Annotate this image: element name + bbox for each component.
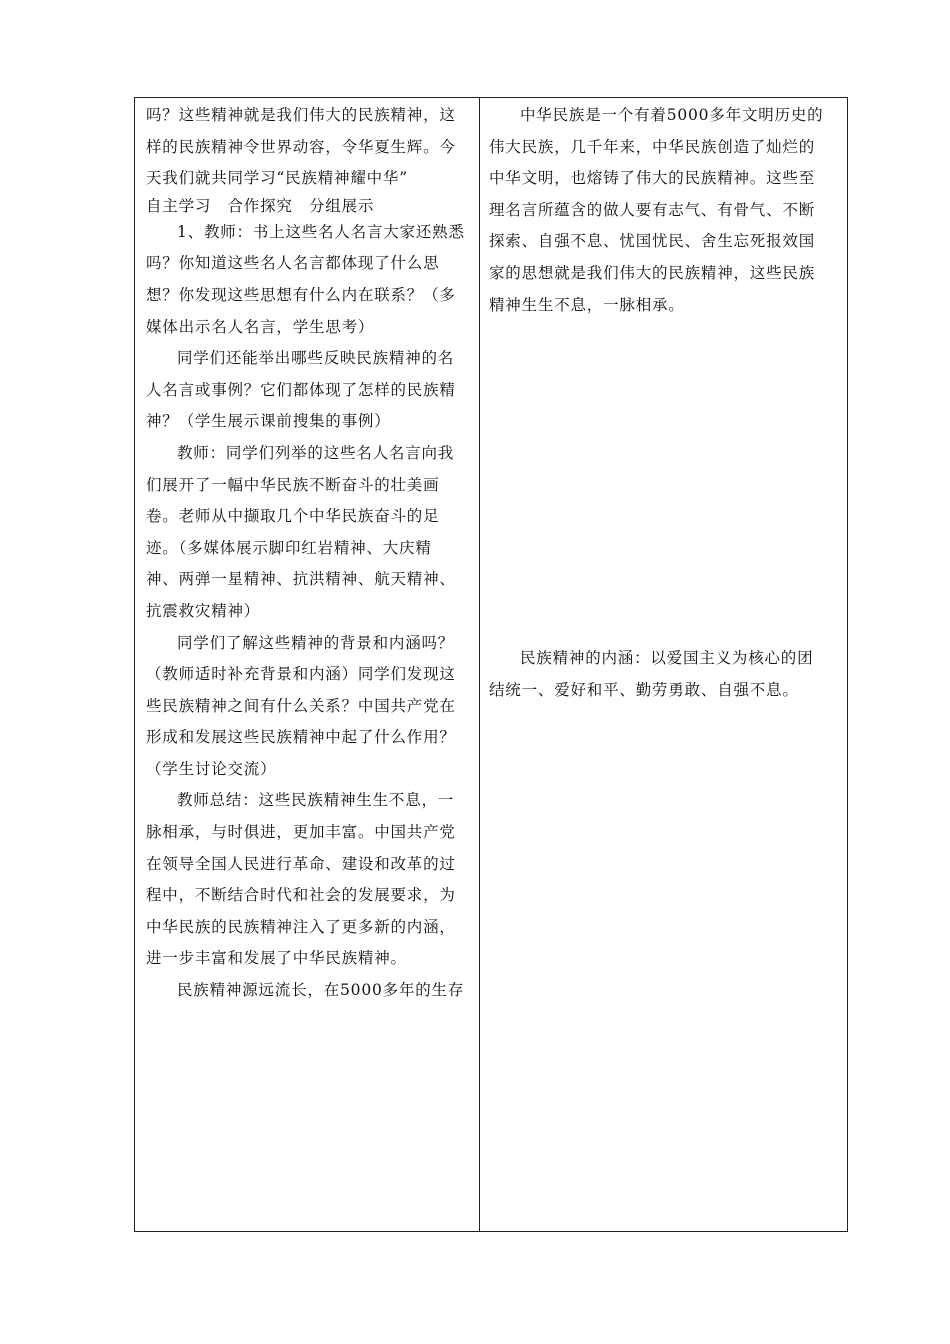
design-intent-paragraph-1 — [489, 100, 841, 321]
text-line: 些民族精神之间有什么关系？中国共产党在 — [146, 696, 456, 715]
text-line: 想？你发现这些思想有什么内在联系？（多 — [146, 285, 456, 304]
text-line: 教师总结：这些民族精神生生不息，一 — [177, 791, 455, 810]
text-line: 脉相承，与时俱进，更加丰富。中国共产党 — [146, 823, 456, 842]
text-line: 程中，不断结合时代和社会的发展要求，为 — [146, 886, 456, 905]
column-divider — [479, 98, 480, 1231]
text-line: 们展开了一幅中华民族不断奋斗的壮美画 — [146, 475, 440, 494]
text-line: 伟大民族，几千年来，中华民族创造了灿烂的 — [489, 137, 816, 156]
text-line: 进一步丰富和发展了中华民族精神。 — [146, 949, 407, 968]
text-line: 样的民族精神令世界动容，令华夏生辉。今 — [146, 137, 456, 156]
text-line: 教师：同学们列举的这些名人名言向我 — [177, 443, 455, 462]
text-line: 吗？这些精神就是我们伟大的民族精神，这 — [146, 106, 456, 124]
text-line: 中华文明，也熔铸了伟大的民族精神。这些至 — [489, 169, 816, 188]
text-line: 理名言所蕴含的做人要有志气、有骨气、不断 — [489, 200, 816, 219]
text-line: 探索、自强不息、忧国忧民、舍生忘死报效国 — [489, 232, 816, 251]
text-line: 同学们了解这些精神的背景和内涵吗？ — [177, 633, 455, 652]
blank-space — [489, 321, 841, 643]
text-line: 精神生生不息，一脉相承。 — [489, 295, 685, 314]
text-line: 1、教师：书上这些名人名言大家还熟悉 — [177, 222, 465, 241]
text-line: 在领导全国人民进行革命、建设和改革的过 — [146, 854, 456, 873]
text-line: 迹。（多媒体展示脚印红岩精神、大庆精 — [146, 538, 432, 557]
design-intent-paragraph-2 — [489, 643, 841, 706]
text-line: 神、两弹一星精神、抗洪精神、航天精神、 — [146, 570, 456, 589]
text-line: （学生讨论交流） — [146, 759, 277, 778]
text-line: （教师适时补充背景和内涵）同学们发现这 — [146, 665, 456, 684]
text-line: 同学们还能举出哪些反映民族精神的名 — [177, 349, 455, 368]
text-line: 媒体出示名人名言，学生思考） — [146, 317, 375, 336]
teaching-process-column — [135, 98, 479, 1231]
text-line: 中华民族的民族精神注入了更多新的内涵， — [146, 917, 456, 936]
text-line: 抗震救灾精神） — [146, 601, 261, 620]
text-line: 吗？你知道这些名人名言都体现了什么思 — [146, 254, 440, 273]
text-line: 民族精神的内涵：以爱国主义为核心的团 — [520, 649, 814, 668]
text-line: 中华民族是一个有着5000多年文明历史的 — [520, 106, 824, 124]
lesson-table — [134, 97, 848, 1232]
design-intent-column — [481, 98, 847, 1231]
text-line: 人名言或事例？它们都体现了怎样的民族精 — [146, 380, 456, 399]
text-line: 天我们就共同学习“民族精神耀中华” — [146, 169, 408, 188]
text-line: 卷。老师从中撷取几个中华民族奋斗的足 — [146, 507, 440, 526]
section-heading: 自主学习 合作探究 分组展示 — [146, 196, 375, 215]
text-line: 结统一、爱好和平、勤劳勇敢、自强不息。 — [489, 680, 799, 699]
text-line: 家的思想就是我们伟大的民族精神，这些民族 — [489, 263, 816, 282]
text-line: 民族精神源远流长，在5000多年的生存 — [177, 981, 465, 1000]
text-line: 神？（学生展示课前搜集的事例） — [146, 412, 391, 431]
text-line: 形成和发展这些民族精神中起了什么作用？ — [146, 728, 456, 747]
